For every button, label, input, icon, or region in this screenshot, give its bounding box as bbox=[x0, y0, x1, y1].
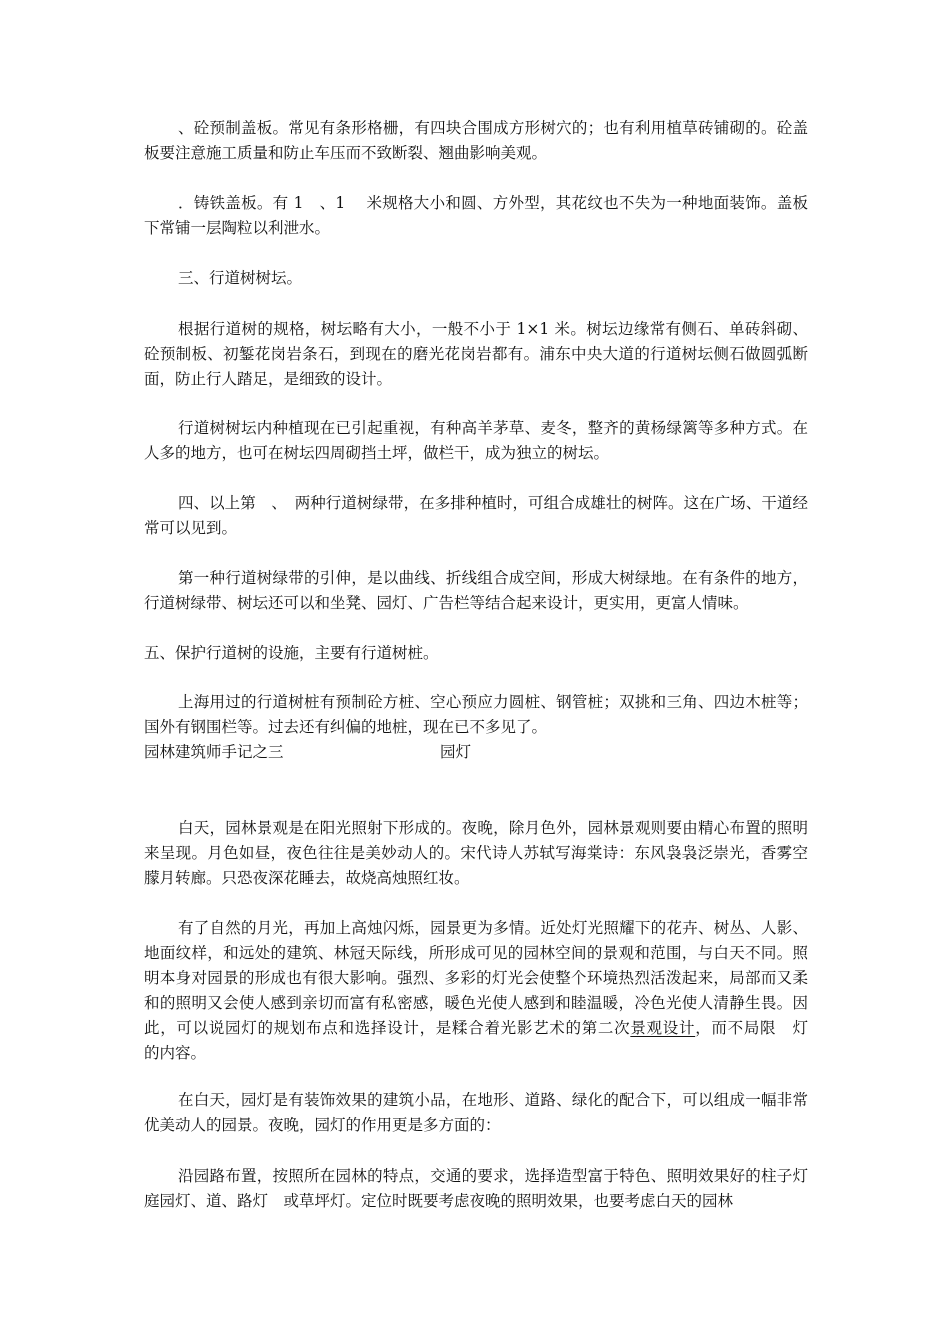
paragraph-concrete-cover: 、砼预制盖板。常见有条形格栅，有四块合围成方形树穴的；也有利用植草砖铺砌的。砼盖板要注意施工质量和防止车压而不致断裂、翘曲影响美观。 bbox=[144, 119, 808, 162]
paragraph-moonlight-text: 有了自然的月光，再加上高烛闪烁，园景更为多情。近处灯光照耀下的花卉、树丛、人影、地面纹样，和远处的建筑、林冠天际线，所形成可见的园林空间的景观和范围，与白天不同。照明本身对园景的形成也有很大影响。强烈、多彩的灯光会使整个环境热烈活泼起来，局部而又柔和的照明又会使人感到亲切而富有私密感，暖色光使人感到和睦温暖，冷色光使人清静生畏。因此，可以说园灯的规划布点和选择设计，是糅合着光影艺术的第二次 bbox=[144, 919, 808, 1037]
article-title: 园灯 bbox=[440, 743, 472, 761]
paragraph-moonlight-tail: ，而不局限 灯 的内容。 bbox=[144, 1019, 824, 1062]
paragraph-daytime-lamps: 在白天，园灯是有装饰效果的建筑小品，在地形、道路、绿化的配合下，可以组成一幅非常优美动人的园景。夜晚，园灯的作用更是多方面的： bbox=[144, 1091, 808, 1134]
section-heading-tree-stakes: 五、保护行道树的设施，主要有行道树桩。 bbox=[144, 644, 439, 662]
section-heading-tree-bed: 三、行道树树坛。 bbox=[178, 269, 303, 287]
paragraph-lamp-placement: 沿园路布置，按照所在园林的特点，交通的要求，选择造型富于特色、照明效果好的柱子灯 庭园灯、道、路灯 或草坪灯。定位时既要考虑夜晚的照明效果，也要考虑白天的园林 bbox=[144, 1167, 824, 1210]
paragraph-tree-array: 四、以上第 、 两种行道树绿带，在多排种植时，可组合成雄壮的树阵。这在广场、干道经常可以见到。 bbox=[144, 494, 808, 537]
paragraph-tree-bed-planting: 行道树树坛内种植现在已引起重视，有种高羊茅草、麦冬，整齐的黄杨绿篱等多种方式。在人多的地方，也可在树坛四周砌挡土坪，做栏干，成为独立的树坛。 bbox=[144, 419, 808, 462]
landscape-design-link[interactable]: 景观设计 bbox=[630, 1019, 696, 1037]
paragraph-cast-iron-cover: ．铸铁盖板。有 1 、1 米规格大小和圆、方外型，其花纹也不失为一种地面装饰。盖板下常铺一层陶粒以利泄水。 bbox=[144, 194, 808, 237]
paragraph-moonlight-lighting bbox=[144, 916, 824, 1066]
paragraph-tree-bed-size: 根据行道树的规格，树坛略有大小，一般不小于 1×1 米。树坛边缘常有侧石、单砖斜砌、砼预制板、初錾花岗岩条石，到现在的磨光花岗岩都有。浦东中央大道的行道树坛侧石做圆弧断面，防止行人踏足，是细致的设计。 bbox=[144, 320, 808, 388]
article-series-title: 园林建筑师手记之三 bbox=[144, 743, 284, 761]
paragraph-green-belt-extension: 第一种行道树绿带的引伸，是以曲线、折线组合成空间，形成大树绿地。在有条件的地方，行道树绿带、树坛还可以和坐凳、园灯、广告栏等结合起来设计，更实用，更富人情味。 bbox=[144, 569, 808, 612]
paragraph-daytime-night: 白天，园林景观是在阳光照射下形成的。夜晚，除月色外，园林景观则要由精心布置的照明来呈现。月色如昼，夜色往往是美妙动人的。宋代诗人苏轼写海棠诗：东风袅袅泛崇光，香雾空朦月转廊。只恐夜深花睡去，故烧高烛照红妆。 bbox=[144, 819, 808, 887]
paragraph-tree-stakes: 上海用过的行道树桩有预制砼方桩、空心预应力圆桩、钢管桩；双挑和三角、四边木桩等；国外有钢围栏等。过去还有纠偏的地桩，现在已不多见了。 bbox=[144, 693, 808, 736]
